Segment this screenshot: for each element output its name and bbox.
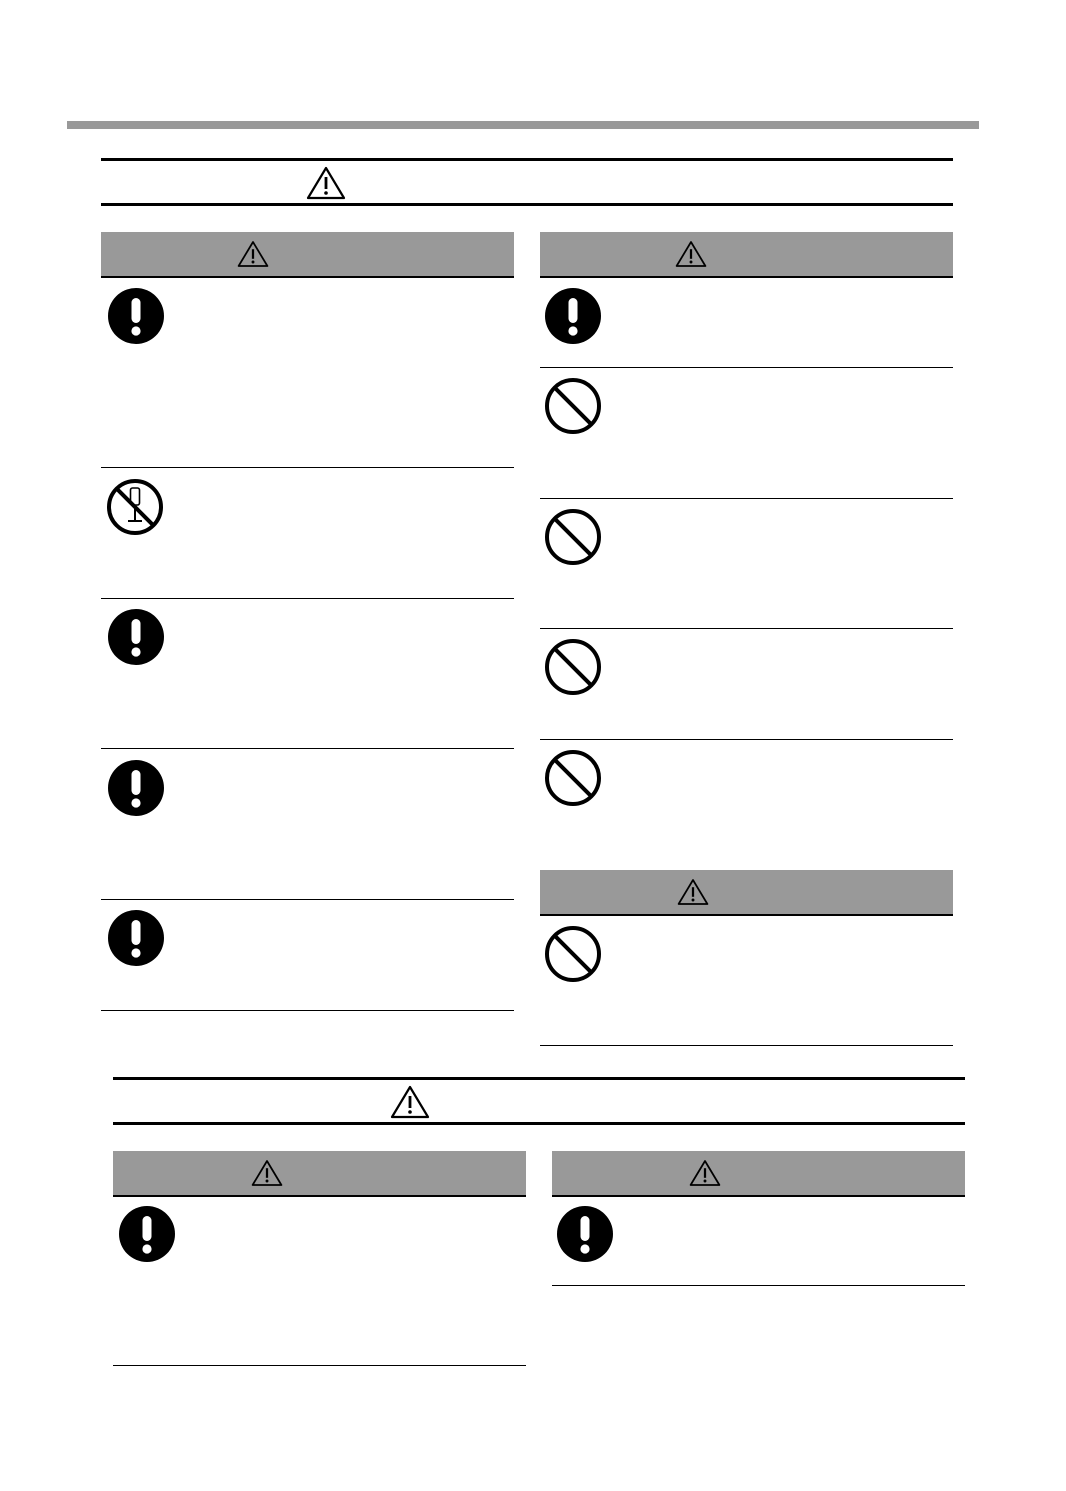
- mandatory-exclamation-icon: [107, 909, 165, 967]
- prohibition-icon: [544, 508, 602, 566]
- column-header: [540, 870, 953, 916]
- warning-triangle-icon: [675, 240, 707, 268]
- warning-triangle-icon: [677, 878, 709, 906]
- mandatory-exclamation-icon: [107, 608, 165, 666]
- warning-triangle-icon: [306, 166, 346, 200]
- column-header: [101, 232, 514, 278]
- warning-triangle-icon: [689, 1159, 721, 1187]
- no-disassembly-icon: [106, 478, 164, 536]
- prohibition-icon: [544, 749, 602, 807]
- warning-triangle-icon: [237, 240, 269, 268]
- column-header: [540, 232, 953, 278]
- page-top-bar: [67, 121, 979, 129]
- mandatory-exclamation-icon: [544, 287, 602, 345]
- item-divider: [101, 598, 514, 599]
- item-divider: [101, 1010, 514, 1011]
- item-divider: [540, 628, 953, 629]
- mandatory-exclamation-icon: [118, 1205, 176, 1263]
- section-top-rule: [113, 1077, 965, 1080]
- section-bottom-rule: [113, 1122, 965, 1125]
- item-divider: [101, 467, 514, 468]
- item-divider: [101, 899, 514, 900]
- item-divider: [101, 748, 514, 749]
- item-divider: [540, 367, 953, 368]
- item-divider: [113, 1365, 526, 1366]
- item-divider: [540, 739, 953, 740]
- item-divider: [540, 1045, 953, 1046]
- mandatory-exclamation-icon: [107, 287, 165, 345]
- column-header: [113, 1151, 526, 1197]
- section-top-rule: [101, 158, 953, 161]
- item-divider: [540, 498, 953, 499]
- item-divider: [552, 1285, 965, 1286]
- prohibition-icon: [544, 377, 602, 435]
- prohibition-icon: [544, 638, 602, 696]
- mandatory-exclamation-icon: [107, 759, 165, 817]
- warning-triangle-icon: [251, 1159, 283, 1187]
- prohibition-icon: [544, 925, 602, 983]
- warning-triangle-icon: [390, 1085, 430, 1119]
- mandatory-exclamation-icon: [556, 1205, 614, 1263]
- column-header: [552, 1151, 965, 1197]
- section-bottom-rule: [101, 203, 953, 206]
